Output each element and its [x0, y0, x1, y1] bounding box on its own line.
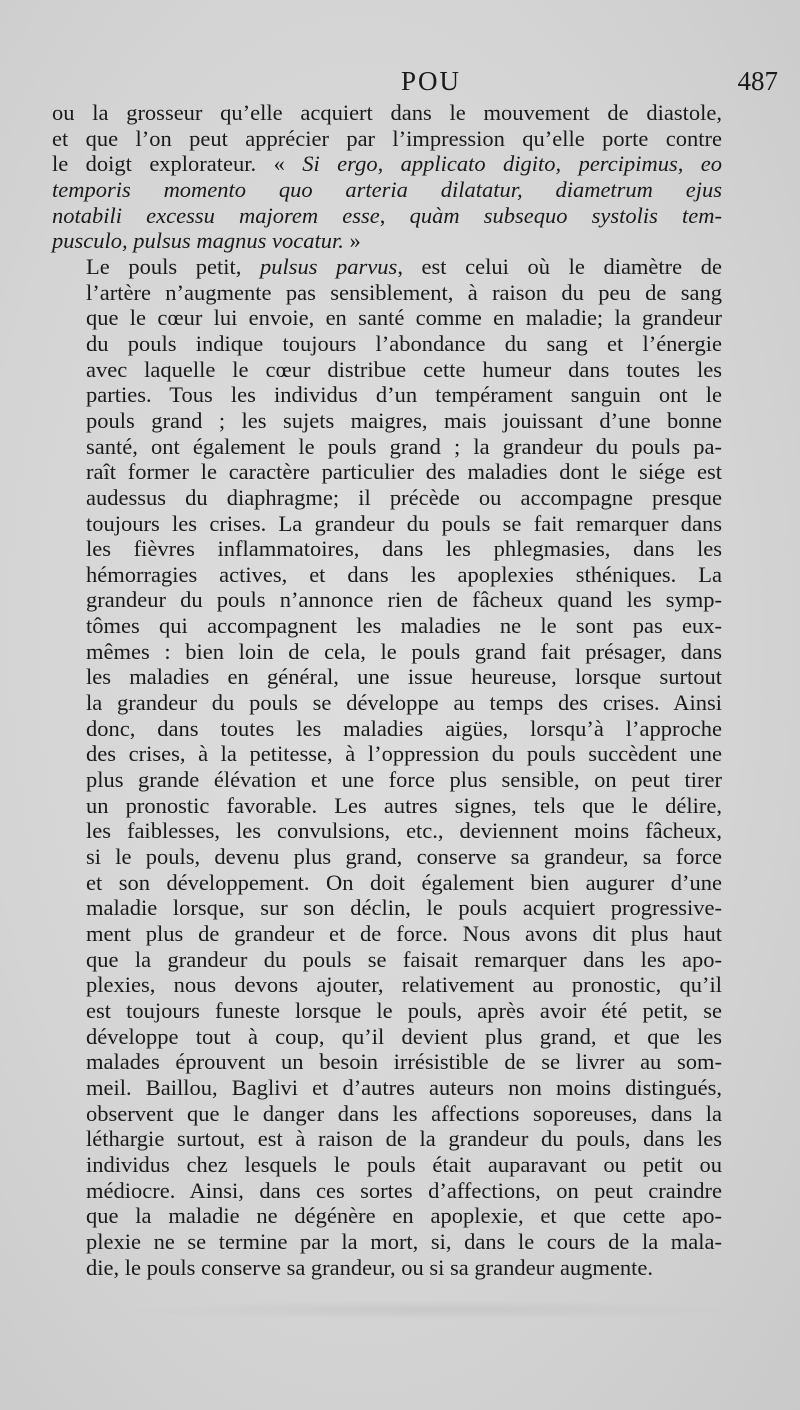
text-line: meil. Baillou, Baglivi et d’autres auteurs non moins distingués,: [86, 1074, 722, 1100]
text-line: tômes qui accompagnent les maladies ne le sont pas eux-: [86, 613, 722, 639]
text-line: ou la grosseur qu’elle acquiert dans le mouvement de diastole,: [52, 100, 722, 125]
text-line: die, le pouls conserve sa grandeur, ou si sa grandeur augmente.: [86, 1254, 654, 1280]
text-line: toujours les crises. La grandeur du pouls se fait remarquer dans: [86, 510, 722, 536]
text-line: temporis momento quo arteria dilatatur, diametrum ejus: [52, 176, 722, 202]
text-line: hémorragies actives, et dans les apoplexies sthéniques. La: [86, 561, 722, 587]
text-line: la grandeur du pouls se développe au temps des crises. Ainsi: [86, 690, 722, 716]
text-line: plus grande élévation et une force plus sensible, on peut tirer: [86, 767, 722, 793]
paragraph: [52, 100, 722, 254]
text-line: que le cœur lui envoie, en santé comme en maladie; la grandeur: [86, 305, 722, 331]
text-line: les faiblesses, les convulsions, etc., deviennent moins fâcheux,: [86, 818, 722, 844]
text-line: plexies, nous devons ajouter, relativement au pronostic, qu’il: [86, 972, 722, 998]
text-line: parties. Tous les individus d’un tempérament sanguin ont le: [86, 382, 722, 408]
paragraph: [52, 254, 722, 1280]
text-line: maladie lorsque, sur son déclin, le pouls acquiert progressive-: [86, 895, 722, 921]
text-line: pusculo, pulsus magnus vocatur. »: [52, 228, 361, 254]
text-line: le doigt explorateur. « Si ergo, applicato digito, percipimus, eo: [52, 151, 722, 177]
text-line: raît former le caractère particulier des maladies dont le siége est: [86, 459, 722, 485]
text-line: ment plus de grandeur et de force. Nous avons dit plus haut: [86, 921, 722, 946]
text-line: des crises, à la petitesse, à l’oppression du pouls succèdent une: [86, 741, 722, 767]
bleed-through-smudge: [120, 1300, 740, 1320]
text-line: audessus du diaphragme; il précède ou accompagne presque: [86, 484, 722, 510]
text-line: l’artère n’augmente pas sensiblement, à raison du peu de sang: [86, 279, 722, 305]
text-line: mêmes : bien loin de cela, le pouls grand fait présager, dans: [86, 638, 722, 664]
running-title: POU: [400, 66, 461, 96]
text-line: donc, dans toutes les maladies aigües, lorsqu’à l’approche: [86, 715, 722, 741]
text-line: grandeur du pouls n’annonce rien de fâcheux quand les symp-: [86, 587, 722, 613]
text-line: médiocre. Ainsi, dans ces sortes d’affections, on peut craindre: [86, 1177, 722, 1203]
text-line: du pouls indique toujours l’abondance du sang et l’énergie: [86, 330, 722, 356]
text-line: Le pouls petit, pulsus parvus, est celui où le diamètre de: [86, 253, 722, 279]
text-line: avec laquelle le cœur distribue cette humeur dans toutes les: [86, 356, 722, 382]
text-line: léthargie surtout, est à raison de la grandeur du pouls, dans les: [86, 1126, 722, 1152]
body-text: [52, 100, 722, 1280]
text-line: et que l’on peut apprécier par l’impression qu’elle porte contre: [52, 125, 722, 151]
text-line: observent que le danger dans les affections soporeuses, dans la: [86, 1100, 722, 1126]
text-line: et son développement. On doit également bien augurer d’une: [86, 869, 722, 895]
page-header: [52, 66, 790, 102]
text-line: individus chez lesquels le pouls était auparavant ou petit ou: [86, 1151, 722, 1177]
text-line: santé, ont également le pouls grand ; la grandeur du pouls pa-: [86, 433, 722, 459]
page-number: 487: [737, 66, 778, 96]
text-line: est toujours funeste lorsque le pouls, après avoir été petit, se: [86, 997, 722, 1023]
text-line: que la maladie ne dégénère en apoplexie, et que cette apo-: [86, 1203, 722, 1229]
text-line: malades éprouvent un besoin irrésistible de se livrer au som-: [86, 1049, 722, 1075]
text-line: un pronostic favorable. Les autres signes, tels que le délire,: [86, 792, 722, 818]
text-line: pouls grand ; les sujets maigres, mais jouissant d’une bonne: [86, 407, 722, 433]
text-line: notabili excessu majorem esse, quàm subsequo systolis tem-: [52, 202, 722, 228]
text-line: si le pouls, devenu plus grand, conserve sa grandeur, sa force: [86, 844, 722, 870]
text-line: développe tout à coup, qu’il devient plus grand, et que les: [86, 1023, 722, 1049]
text-line: les maladies en général, une issue heureuse, lorsque surtout: [86, 664, 722, 690]
text-line: que la grandeur du pouls se faisait remarquer dans les apo-: [86, 946, 722, 972]
text-line: les fièvres inflammatoires, dans les phlegmasies, dans les: [86, 536, 722, 562]
text-line: plexie ne se termine par la mort, si, dans le cours de la mala-: [86, 1228, 722, 1254]
